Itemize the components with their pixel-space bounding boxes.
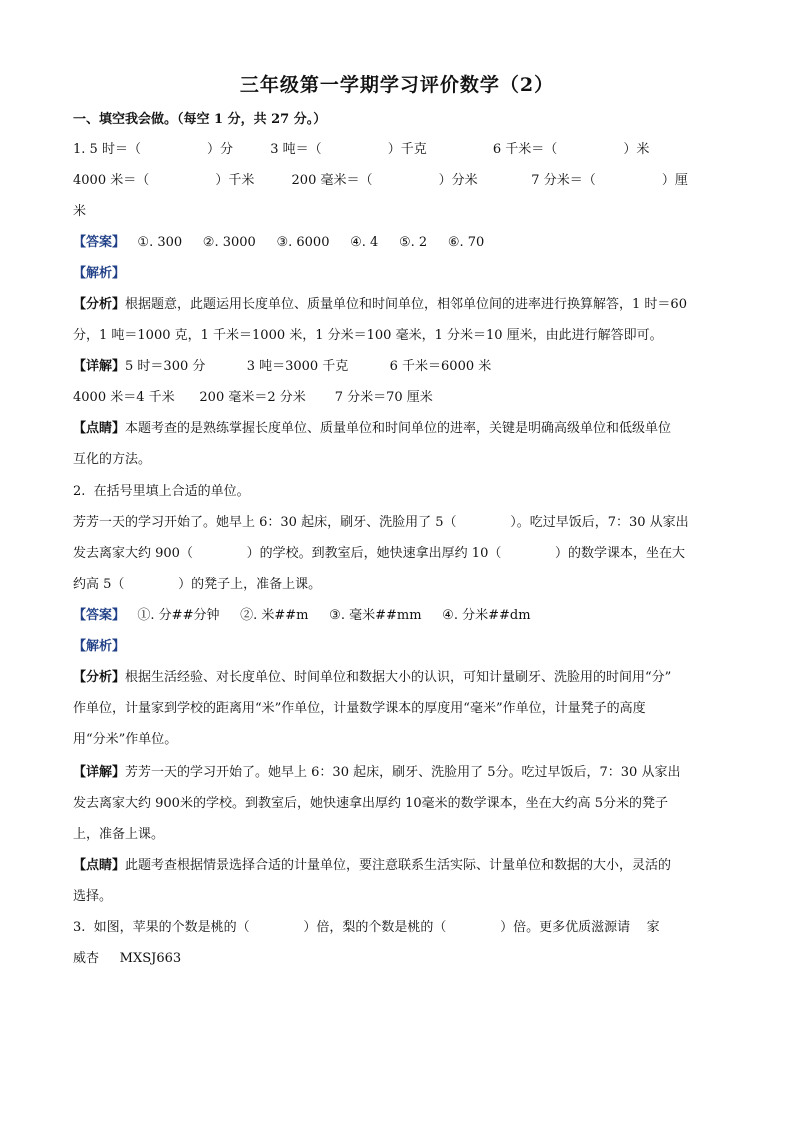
dianjing-text: 本题考查的是熟练掌握长度单位、质量单位和时间单位的进率，关键是明确高级单位和低级单位 <box>125 421 672 436</box>
fenxi-text: 根据题意，此题运用长度单位、质量单位和时间单位，相邻单位间的进率进行换算解答，1 时＝60 <box>125 297 687 312</box>
q1-dianjing-cont: 互化的方法。 <box>73 452 152 467</box>
analysis-tag: 【解析】 <box>73 266 126 281</box>
fenxi-text: 根据生活经验、对长度单位、时间单位和数据大小的认识，可知计量刷牙、洗脸用的时间用“分” <box>125 670 672 685</box>
q1-line: 1. 5 时＝（ ）分 3 吨＝（ ）千克 6 千米＝（ ）米 <box>73 142 650 157</box>
answer-tag: 【答案】 <box>73 235 126 250</box>
dianjing-tag: 【点睛】 <box>73 421 126 436</box>
answer-text: ①. 分##分钟 ②. 米##m ③. 毫米##mm ④. 分米##dm <box>125 608 531 623</box>
xiangjie-tag: 【详解】 <box>73 359 126 374</box>
q2-text: 约高 5（ ）的凳子上，准备上课。 <box>73 577 322 592</box>
q2-xiangjie <box>73 764 680 782</box>
q1-fenxi-cont: 分，1 吨＝1000 克，1 千米＝1000 米，1 分米＝100 毫米，1 分米＝10 厘米，由此进行解答即可。 <box>73 328 663 343</box>
q2-fenxi-cont: 作单位，计量家到学校的距离用“米”作单位，计量数学课本的厚度用“毫米”作单位，计量凳子的高度 <box>73 701 646 716</box>
section-heading: 一、填空我会做。（每空 1 分，共 27 分。） <box>73 112 327 127</box>
q2-xiangjie-cont: 发去离家大约 900米的学校。到教室后，她快速拿出厚约 10毫米的数学课本，坐在大约高 5分米的凳子 <box>73 796 669 811</box>
q2-fenxi <box>73 669 671 687</box>
answer-tag: 【答案】 <box>73 608 126 623</box>
fenxi-tag: 【分析】 <box>73 297 126 312</box>
xiangjie-tag: 【详解】 <box>73 765 126 780</box>
q2-title: 2. 在括号里填上合适的单位。 <box>73 484 250 499</box>
q2-xiangjie-cont: 上，准备上课。 <box>73 827 165 842</box>
xiangjie-text: 5 时＝300 分 3 吨＝3000 千克 6 千米＝6000 米 <box>125 359 492 374</box>
q1-line: 4000 米＝（ ）千米 200 毫米＝（ ）分米 7 分米＝（ ）厘 <box>73 173 688 188</box>
q1-xiangjie <box>73 358 491 376</box>
q2-fenxi-cont: 用“分米”作单位。 <box>73 732 178 747</box>
q2-dianjing <box>73 857 671 875</box>
dianjing-text: 此题考查根据情景选择合适的计量单位，要注意联系生活实际、计量单位和数据的大小，灵活的 <box>125 858 672 873</box>
fenxi-tag: 【分析】 <box>73 670 126 685</box>
q1-dianjing <box>73 420 671 438</box>
answer-text: ①. 300 ②. 3000 ③. 6000 ④. 4 ⑤. 2 ⑥. 70 <box>125 235 485 250</box>
q2-text: 发去离家大约 900（ ）的学校。到教室后，她快速拿出厚约 10（ ）的数学课本，坐在大 <box>73 546 686 561</box>
q2-dianjing-cont: 选择。 <box>73 889 113 904</box>
q3-line: 威杏 MXSJ663 <box>73 951 182 966</box>
q2-text: 芳芳一天的学习开始了。她早上 6：30 起床，刷牙、洗脸用了 5（ ）。吃过早饭后，7：30 从家出 <box>73 515 689 530</box>
q2-answer <box>73 607 531 625</box>
xiangjie-text: 芳芳一天的学习开始了。她早上 6：30 起床，刷牙、洗脸用了 5分。吃过早饭后，7：30 从家出 <box>125 765 681 780</box>
q3-line: 3. 如图，苹果的个数是桃的（ ）倍，梨的个数是桃的（ ）倍。更多优质滋源请 家 <box>73 920 660 935</box>
q1-xiangjie-cont: 4000 米＝4 千米 200 毫米＝2 分米 7 分米＝70 厘米 <box>73 390 433 405</box>
q1-fenxi <box>73 296 687 314</box>
q1-line: 米 <box>73 204 87 219</box>
q1-answer <box>73 234 484 252</box>
page-title: 三年级第一学期学习评价数学（2） <box>239 74 555 96</box>
dianjing-tag: 【点睛】 <box>73 858 126 873</box>
analysis-tag: 【解析】 <box>73 639 126 654</box>
